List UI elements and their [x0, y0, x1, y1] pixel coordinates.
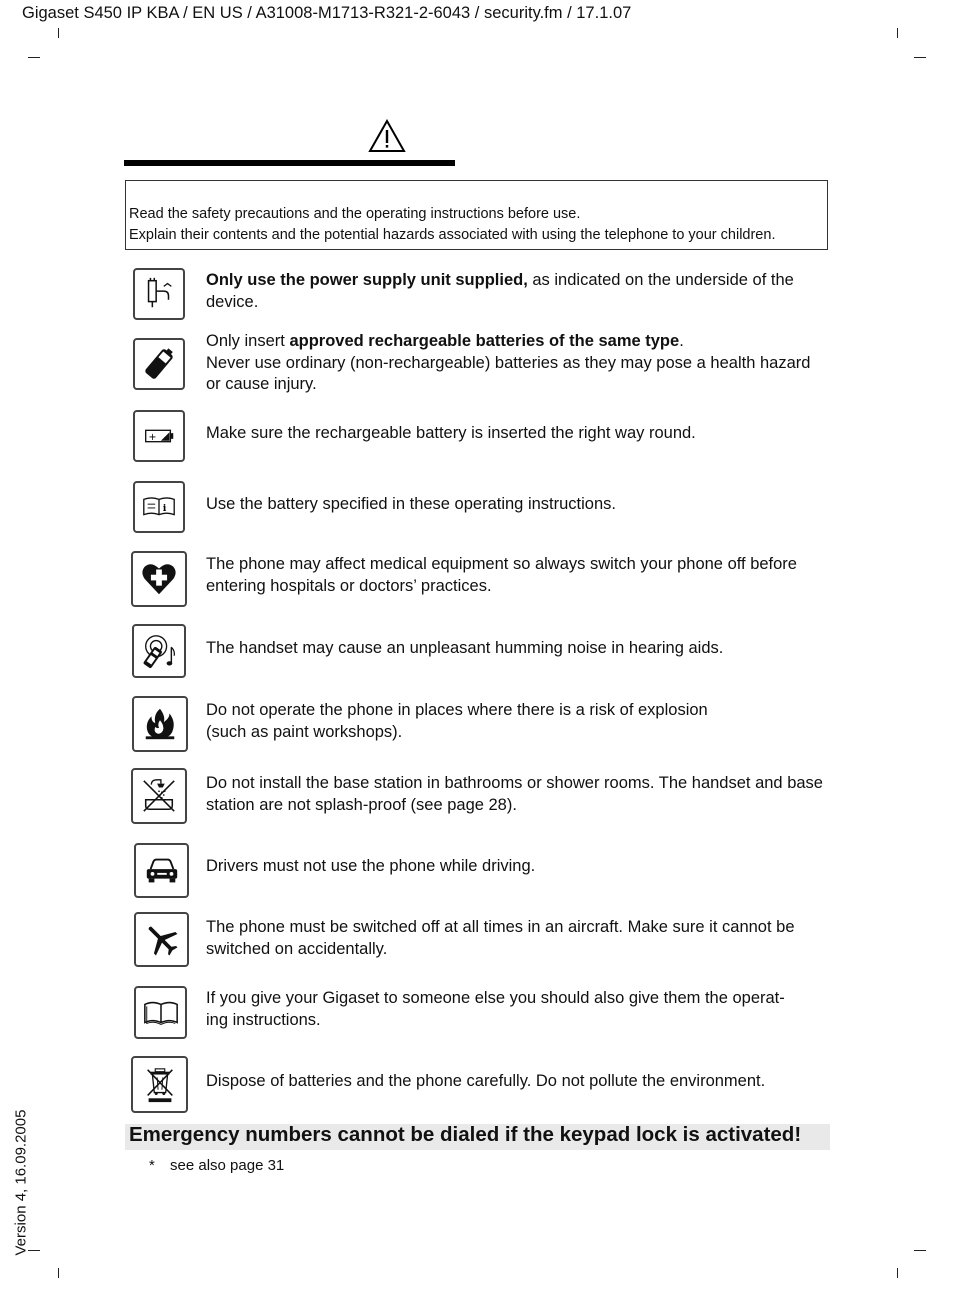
- car-icon: [134, 843, 189, 898]
- item-bold: approved rechargeable batteries of the same type: [289, 332, 680, 350]
- info-book-icon: [133, 481, 185, 533]
- svg-text:i: i: [162, 502, 167, 514]
- safety-item-text: Make sure the rechargeable battery is inserted the right way round.: [206, 424, 696, 442]
- airplane-icon: [134, 912, 189, 967]
- manual-book-icon: [134, 986, 187, 1039]
- crop-mark: [28, 57, 40, 58]
- item-text-part: If you give your Gigaset to someone else you should also give them the operat-: [206, 989, 785, 1007]
- title-rule: [124, 160, 455, 166]
- crop-mark: [58, 28, 59, 38]
- intro-box: [125, 180, 828, 250]
- safety-item-text: The handset may cause an unpleasant humming noise in hearing aids.: [206, 639, 724, 657]
- hearing-aid-icon: [132, 624, 186, 678]
- svg-text:+: +: [148, 431, 157, 443]
- medical-heart-icon: [131, 551, 187, 607]
- safety-item-text: Use the battery specified in these operating instructions.: [206, 495, 616, 513]
- intro-line: Explain their contents and the potential hazards associated with using the telephone to your children.: [129, 227, 776, 243]
- safety-item-text: The phone may affect medical equipment so always switch your phone off before entering hospitals or doctors’ practices.: [206, 555, 797, 595]
- item-text-part: ing instructions.: [206, 1010, 321, 1029]
- power-supply-icon: [133, 268, 185, 320]
- crop-mark: [58, 1268, 59, 1278]
- footnote: [149, 1157, 284, 1174]
- safety-item-text: [206, 700, 828, 743]
- version-stamp: Version 4, 16.09.2005: [12, 1109, 30, 1256]
- document-header: Gigaset S450 IP KBA / EN US / A31008-M1713-R321-2-6043 / security.fm / 17.1.07: [22, 4, 632, 22]
- footnote-text: see also page 31: [170, 1157, 285, 1174]
- safety-item-text: Drivers must not use the phone while driving.: [206, 857, 536, 875]
- crop-mark: [28, 1250, 40, 1251]
- no-shower-icon: [131, 768, 187, 824]
- explosion-flame-icon: [132, 696, 188, 752]
- item-text-part: Never use ordinary (non-rechargeable) batteries as they may pose a health hazard or cause injury.: [206, 353, 811, 393]
- battery-polarity-icon: [133, 410, 185, 462]
- item-text-part: Do not operate the phone in places where there is a risk of explosion: [206, 701, 708, 719]
- safety-item-text: Dispose of batteries and the phone carefully. Do not pollute the environment.: [206, 1072, 766, 1090]
- item-text-part: as indicated on the underside of the device.: [206, 271, 794, 311]
- emergency-warning: Emergency numbers cannot be dialed if the keypad lock is activated!: [129, 1123, 802, 1146]
- safety-item-text: [206, 331, 828, 396]
- item-text-part: .: [679, 332, 684, 350]
- safety-item-text: [206, 270, 828, 313]
- crop-mark: [914, 1250, 926, 1251]
- safety-item-text: [206, 988, 828, 1031]
- warning-triangle-icon: [368, 119, 406, 153]
- crop-mark: [897, 28, 898, 38]
- safety-item-text: The phone must be switched off at all times in an aircraft. Make sure it cannot be switched on accidentally.: [206, 918, 795, 958]
- crossed-bin-icon: [131, 1056, 188, 1113]
- crop-mark: [914, 57, 926, 58]
- footnote-marker: *: [149, 1157, 155, 1174]
- crop-mark: [897, 1268, 898, 1278]
- safety-item-text: Do not install the base station in bathrooms or shower rooms. The handset and base station are not splash-proof (see page 28).: [206, 774, 823, 814]
- rechargeable-battery-icon: [133, 338, 185, 390]
- intro-line: Read the safety precautions and the operating instructions before use.: [129, 206, 581, 222]
- item-text-part: (such as paint workshops).: [206, 722, 403, 741]
- item-text-part: Only insert: [206, 332, 290, 350]
- item-bold: Only use the power supply unit supplied,: [206, 271, 528, 289]
